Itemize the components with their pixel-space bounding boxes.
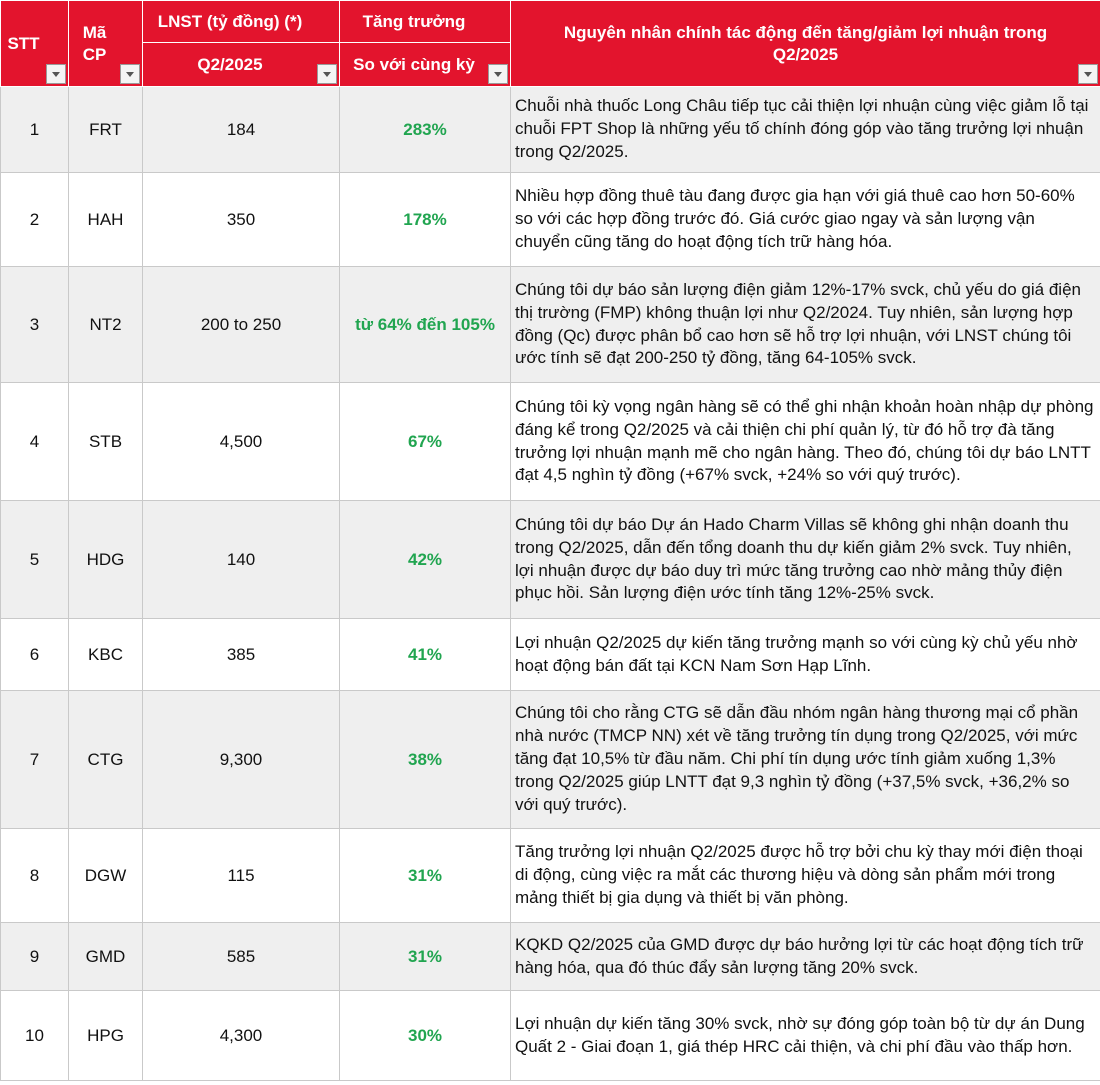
cell-stt: 9 <box>1 923 69 991</box>
table-row <box>1 173 1100 267</box>
table-row <box>1 991 1100 1081</box>
cell-reason: Lợi nhuận dự kiến tăng 30% svck, nhờ sự đóng góp toàn bộ từ dự án Dung Quất 2 - Giai đoạn 1, giá thép HRC cải thiện, và chi phí đầu vào thấp hơn. <box>511 991 1100 1081</box>
col-header-tang-truong-label: Tăng trưởng <box>362 11 466 31</box>
cell-stt: 5 <box>1 501 69 619</box>
cell-ticker: HPG <box>69 991 143 1081</box>
cell-ticker: GMD <box>69 923 143 991</box>
cell-stt: 2 <box>1 173 69 267</box>
cell-lnst: 115 <box>143 829 340 923</box>
cell-stt: 6 <box>1 619 69 691</box>
table-row <box>1 691 1100 829</box>
cell-lnst: 140 <box>143 501 340 619</box>
cell-growth: 38% <box>340 691 511 829</box>
cell-stt: 4 <box>1 383 69 501</box>
cell-ticker: HDG <box>69 501 143 619</box>
table-row <box>1 619 1100 691</box>
col-header-lnst <box>143 1 340 43</box>
cell-reason: Nhiều hợp đồng thuê tàu đang được gia hạn với giá thuê cao hơn 50-60% so với các hợp đồng trước đó. Giá cước giao ngay và sản lượng vận chuyển cũng tăng do hoạt động tích trữ hàng hóa. <box>511 173 1100 267</box>
cell-lnst: 184 <box>143 87 340 173</box>
cell-growth: 31% <box>340 829 511 923</box>
filter-dropdown-button[interactable] <box>488 64 508 84</box>
cell-reason: Chuỗi nhà thuốc Long Châu tiếp tục cải thiện lợi nhuận cùng việc giảm lỗ tại chuỗi FPT Shop là những yếu tố chính đóng góp vào tăng trưởng lợi nhuận trong Q2/2025. <box>511 87 1100 173</box>
col-header-tang-truong-sub <box>340 43 511 87</box>
cell-ticker: HAH <box>69 173 143 267</box>
cell-stt: 7 <box>1 691 69 829</box>
col-header-tang-truong <box>340 1 511 43</box>
cell-ticker: KBC <box>69 619 143 691</box>
chevron-down-icon <box>494 72 502 77</box>
col-header-lnst-sub-label: Q2/2025 <box>197 54 263 74</box>
cell-growth: 283% <box>340 87 511 173</box>
col-header-stt <box>1 1 69 87</box>
cell-reason: Tăng trưởng lợi nhuận Q2/2025 được hỗ trợ bởi chu kỳ thay mới điện thoại di động, cùng việc ra mắt các thương hiệu và dòng sản phẩm mới trong mảng thiết bị gia dụng và thiết bị văn phòng. <box>511 829 1100 923</box>
cell-growth: 41% <box>340 619 511 691</box>
col-header-stt-label: STT <box>7 33 40 53</box>
col-header-nguyen-nhan <box>511 1 1100 87</box>
filter-dropdown-button[interactable] <box>120 64 140 84</box>
cell-growth: 178% <box>340 173 511 267</box>
cell-lnst: 200 to 250 <box>143 267 340 383</box>
cell-growth: từ 64% đến 105% <box>340 267 511 383</box>
col-header-ma-cp-label: Mã CP <box>82 23 107 64</box>
filter-dropdown-button[interactable] <box>46 64 66 84</box>
cell-reason: Lợi nhuận Q2/2025 dự kiến tăng trưởng mạnh so với cùng kỳ chủ yếu nhờ hoạt động bán đất tại KCN Nam Sơn Hạp Lĩnh. <box>511 619 1100 691</box>
filter-dropdown-button[interactable] <box>317 64 337 84</box>
table-row <box>1 87 1100 173</box>
cell-stt: 8 <box>1 829 69 923</box>
cell-growth: 31% <box>340 923 511 991</box>
cell-reason: Chúng tôi kỳ vọng ngân hàng sẽ có thể ghi nhận khoản hoàn nhập dự phòng đáng kể trong Q2/2025 và cải thiện chi phí quản lý, từ đó hỗ trợ đà tăng trưởng lợi nhuận mạnh mẽ cho ngân hàng. Theo đó, chúng tôi dự báo LNTT đạt 4,5 nghìn tỷ đồng (+67% svck, +24% so với quý trước). <box>511 383 1100 501</box>
table-row <box>1 267 1100 383</box>
cell-lnst: 350 <box>143 173 340 267</box>
chevron-down-icon <box>323 72 331 77</box>
cell-lnst: 4,300 <box>143 991 340 1081</box>
table-row <box>1 501 1100 619</box>
filter-dropdown-button[interactable] <box>1078 64 1098 84</box>
cell-ticker: STB <box>69 383 143 501</box>
cell-stt: 1 <box>1 87 69 173</box>
chevron-down-icon <box>126 72 134 77</box>
cell-growth: 42% <box>340 501 511 619</box>
cell-reason: KQKD Q2/2025 của GMD được dự báo hưởng lợi từ các hoạt động tích trữ hàng hóa, qua đó thúc đẩy sản lượng tăng 20% svck. <box>511 923 1100 991</box>
table-row <box>1 829 1100 923</box>
chevron-down-icon <box>52 72 60 77</box>
table-row <box>1 923 1100 991</box>
cell-growth: 67% <box>340 383 511 501</box>
cell-stt: 3 <box>1 267 69 383</box>
cell-ticker: NT2 <box>69 267 143 383</box>
cell-reason: Chúng tôi dự báo sản lượng điện giảm 12%-17% svck, chủ yếu do giá điện thị trường (FMP) không thuận lợi như Q2/2024. Tuy nhiên, sản lượng hợp đồng (Qc) được phân bổ cao hơn sẽ hỗ trợ lợi nhuận, với LNST chúng tôi ước tính sẽ đạt 200-250 tỷ đồng, tăng 64-105% svck. <box>511 267 1100 383</box>
cell-lnst: 4,500 <box>143 383 340 501</box>
cell-stt: 10 <box>1 991 69 1081</box>
cell-lnst: 385 <box>143 619 340 691</box>
col-header-ma-cp <box>69 1 143 87</box>
cell-reason: Chúng tôi cho rằng CTG sẽ dẫn đầu nhóm ngân hàng thương mại cổ phần nhà nước (TMCP NN) xét về tăng trưởng tín dụng trong Q2/2025, với mức tăng đạt 10,5% từ đầu năm. Chi phí tín dụng ước tính giảm xuống 1,3% trong Q2/2025 giúp LNTT đạt 9,3 nghìn tỷ đồng (+37,5% svck, +36,2% so với quý trước). <box>511 691 1100 829</box>
chevron-down-icon <box>1084 72 1092 77</box>
col-header-tang-truong-sub-label: So với cùng kỳ <box>353 54 475 74</box>
table-row <box>1 383 1100 501</box>
cell-growth: 30% <box>340 991 511 1081</box>
cell-ticker: CTG <box>69 691 143 829</box>
cell-lnst: 9,300 <box>143 691 340 829</box>
cell-ticker: DGW <box>69 829 143 923</box>
cell-reason: Chúng tôi dự báo Dự án Hado Charm Villas sẽ không ghi nhận doanh thu trong Q2/2025, dẫn đến tổng doanh thu dự kiến giảm 2% svck. Tuy nhiên, lợi nhuận được dự báo duy trì mức tăng trưởng cao nhờ mảng thủy điện phục hồi. Sản lượng điện ước tính tăng 12%-25% svck. <box>511 501 1100 619</box>
col-header-nguyen-nhan-label: Nguyên nhân chính tác động đến tăng/giảm lợi nhuận trong Q2/2025 <box>563 23 1048 64</box>
cell-lnst: 585 <box>143 923 340 991</box>
col-header-lnst-sub <box>143 43 340 87</box>
col-header-lnst-label: LNST (tỷ đồng) (*) <box>157 11 303 31</box>
cell-ticker: FRT <box>69 87 143 173</box>
